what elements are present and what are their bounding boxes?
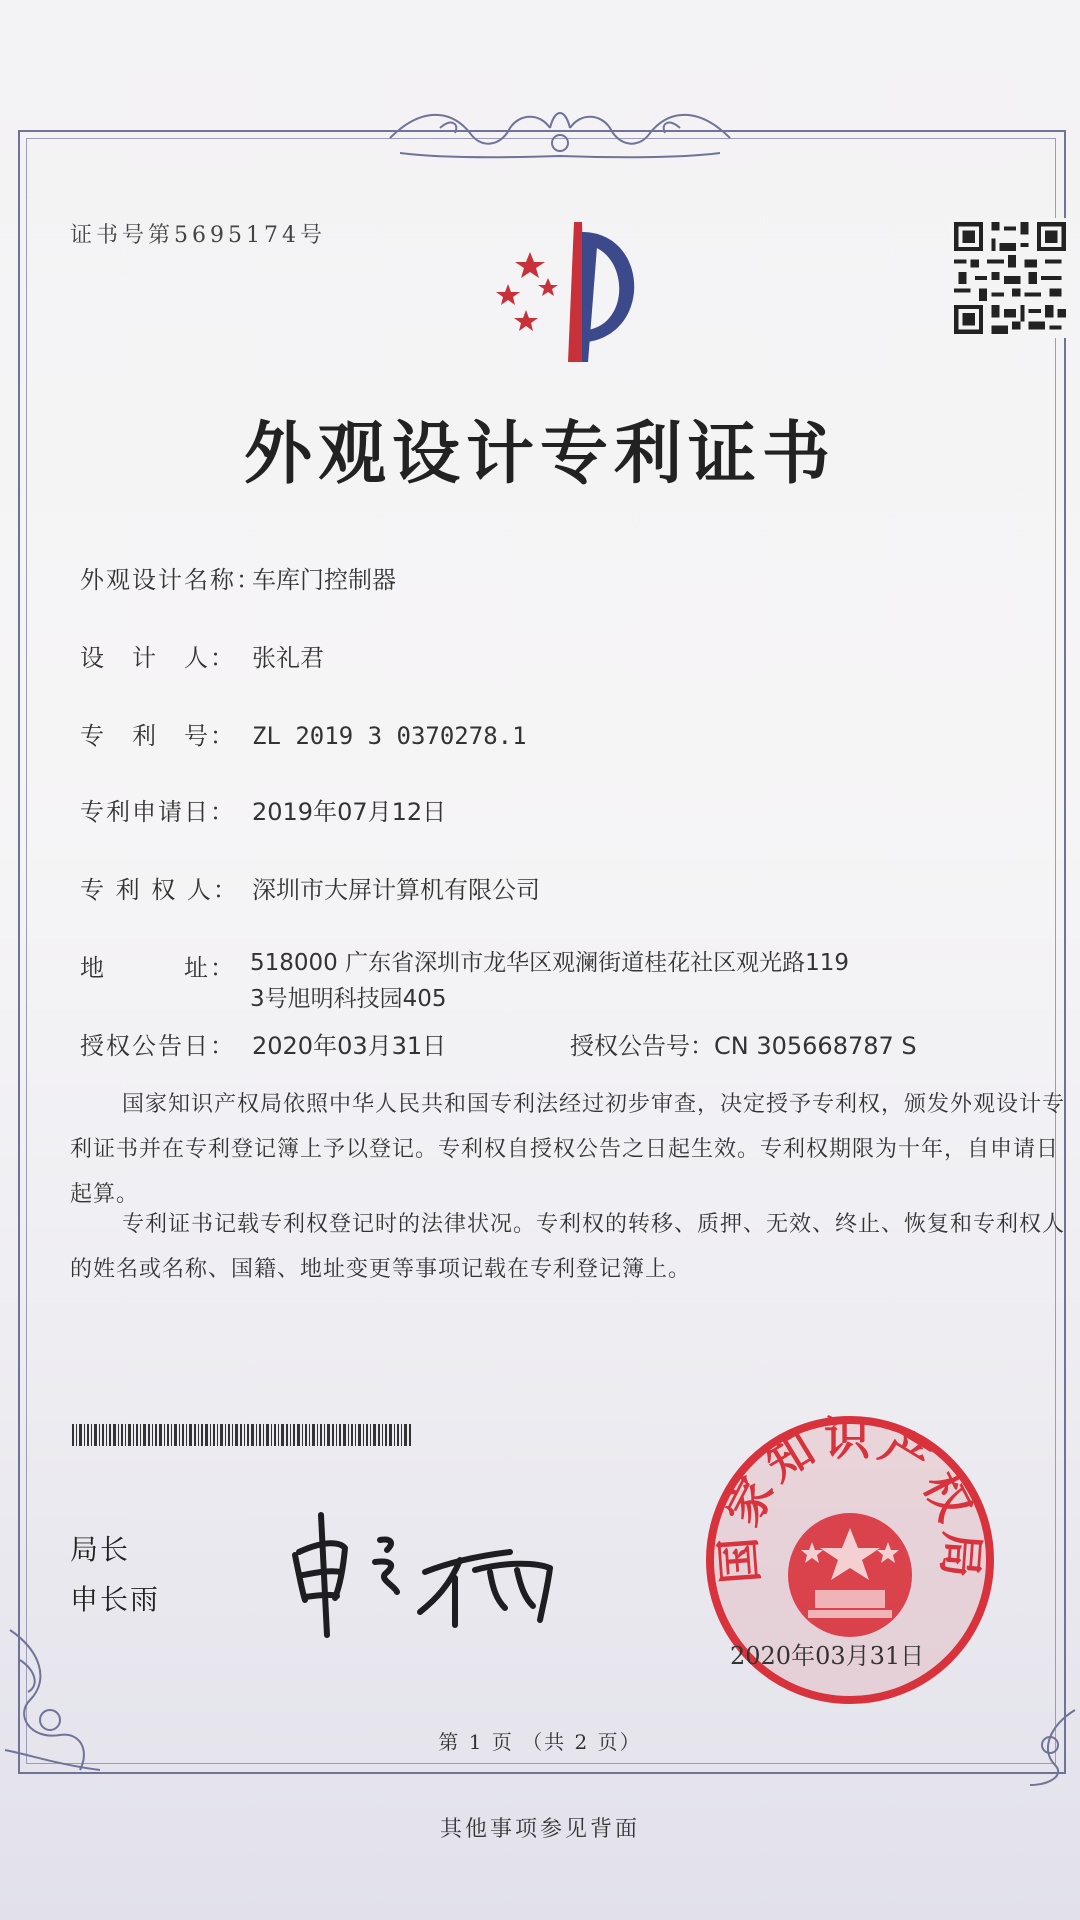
field-value: ZL 2019 3 0370278.1 <box>252 722 527 750</box>
address-line: 3号旭明科技园405 <box>250 986 447 1012</box>
field-label: 专 利 号： <box>80 722 236 750</box>
field-address-value <box>250 945 950 1017</box>
field-address <box>80 948 252 983</box>
top-ornament-icon <box>380 98 740 168</box>
field-value: 张礼君 <box>252 644 324 672</box>
director-name: 申长雨 <box>70 1583 161 1616</box>
field-label: 设 计 人： <box>80 644 236 672</box>
certificate-title: 外观设计专利证书 <box>243 415 836 494</box>
signature-icon <box>285 1500 585 1640</box>
field-label: 专利申请日： <box>80 798 236 826</box>
certificate-number: 证书号第5695174号 <box>70 223 326 248</box>
patent-office-logo-icon <box>478 222 678 362</box>
qr-code-icon[interactable] <box>950 218 1070 338</box>
field-patent-number <box>80 716 527 751</box>
field-label: 授权公告日： <box>80 1032 236 1060</box>
field-label: 专 利 权 人： <box>80 876 239 904</box>
field-value: 2020年03月31日 <box>252 1032 447 1060</box>
svg-text:国家知识产权局: 国家知识产权局 <box>710 1411 990 1586</box>
field-label: 授权公告号： <box>570 1032 714 1060</box>
body-paragraph: 专利证书记载专利权登记时的法律状况。专利权的转移、质押、无效、终止、恢复和专利权人的姓名或名称、国籍、地址变更等事项记载在专利登记簿上。 <box>70 1212 1066 1282</box>
field-value: CN 305668787 S <box>714 1032 917 1060</box>
barcode-icon <box>72 1424 412 1446</box>
footer-note: 其他事项参见背面 <box>439 1817 640 1842</box>
field-designer <box>80 638 324 673</box>
field-patentee <box>80 870 540 905</box>
field-label: 地 址： <box>80 954 236 982</box>
field-grant-pub-date <box>80 1026 446 1061</box>
field-label: 外观设计名称： <box>80 566 262 594</box>
corner-ornament-icon <box>0 1620 110 1780</box>
field-filing-date <box>80 792 446 827</box>
field-design-name <box>80 560 396 595</box>
field-value: 车库门控制器 <box>252 566 396 594</box>
page-number: 第 1 页 （共 2 页） <box>438 1730 642 1754</box>
field-grant-pub-number <box>570 1026 917 1061</box>
field-value: 2019年07月12日 <box>252 798 447 826</box>
field-value: 深圳市大屏计算机有限公司 <box>252 876 540 904</box>
body-paragraph: 国家知识产权局依照中华人民共和国专利法经过初步审查，决定授予专利权，颁发外观设计专利证书并在专利登记簿上予以登记。专利权自授权公告之日起生效。专利权期限为十年，自申请日起算。 <box>70 1092 1066 1207</box>
seal-date: 2020年03月31日 <box>730 1642 925 1670</box>
address-line: 518000 广东省深圳市龙华区观澜街道桂花社区观光路119 <box>250 950 850 976</box>
director-title: 局长 <box>70 1533 131 1566</box>
